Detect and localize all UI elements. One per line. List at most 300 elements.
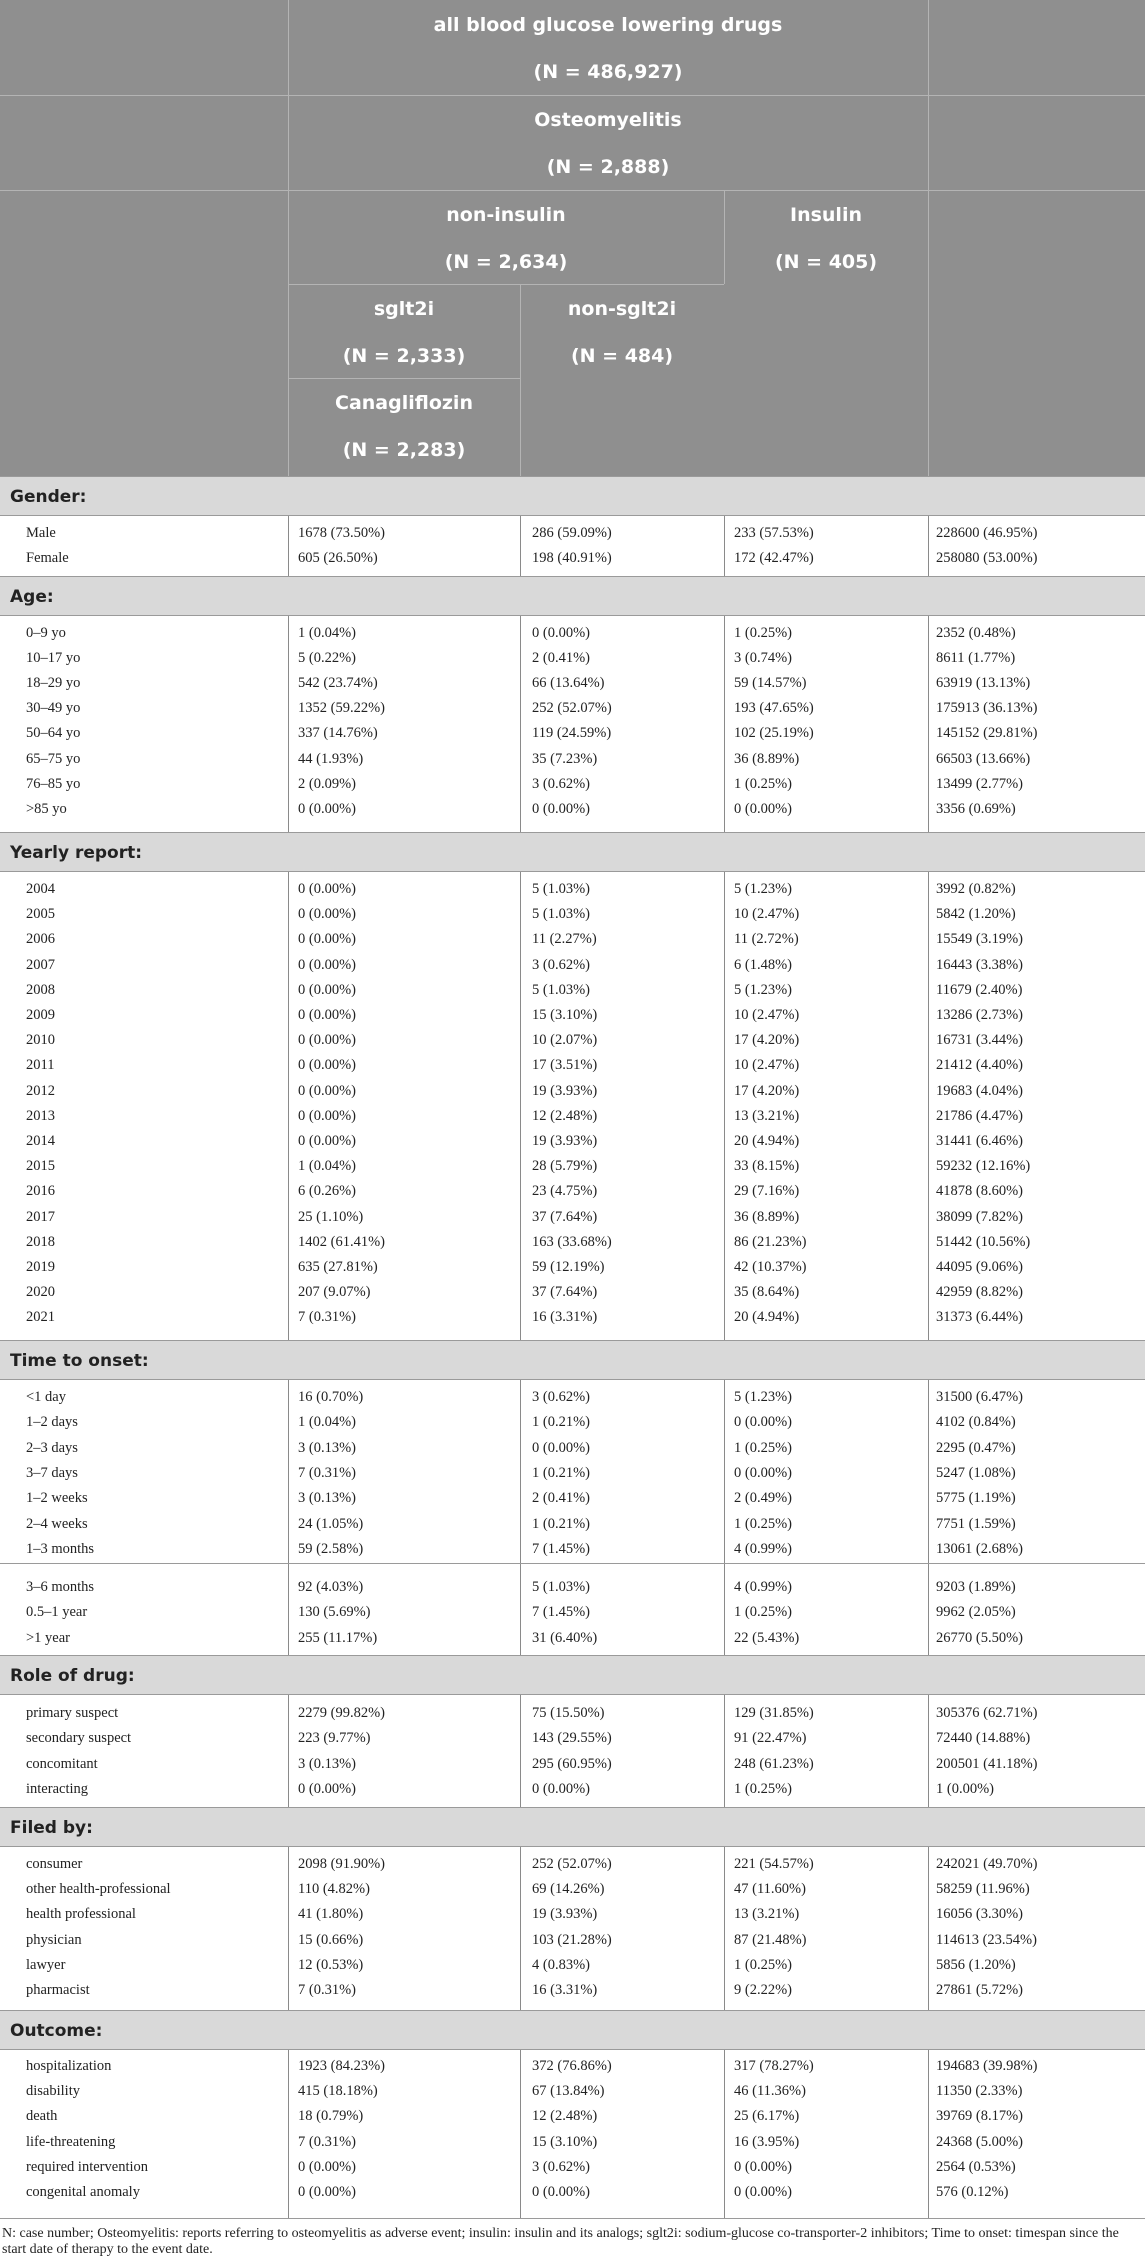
sglt2i-cell: 92 (4.03%) — [298, 1579, 364, 1595]
insulin-cell: 46 (11.36%) — [734, 2083, 806, 2099]
insulin-cell: 1 (0.25%) — [734, 1440, 792, 1456]
row-label: concomitant — [26, 1756, 98, 1772]
row-label: 2–4 weeks — [26, 1516, 88, 1532]
insulin-cell: 87 (21.48%) — [734, 1932, 807, 1948]
insulin-cell: 20 (4.94%) — [734, 1309, 800, 1325]
insulin-cell: 3 (0.74%) — [734, 650, 792, 666]
all-drugs-cell: 27861 (5.72%) — [936, 1982, 1023, 1998]
non-sglt2i-cell: 67 (13.84%) — [532, 2083, 605, 2099]
all-drugs-cell: 41878 (8.60%) — [936, 1183, 1023, 1199]
insulin-cell: 5 (1.23%) — [734, 982, 792, 998]
header-insulin-n: (N = 405) — [774, 251, 878, 273]
non-sglt2i-cell: 19 (3.93%) — [532, 1906, 598, 1922]
section-title: Yearly report: — [10, 843, 143, 863]
insulin-cell: 6 (1.48%) — [734, 957, 792, 973]
row-label: 10–17 yo — [26, 650, 81, 666]
row-label: 2–3 days — [26, 1440, 78, 1456]
insulin-cell: 35 (8.64%) — [734, 1284, 800, 1300]
row-label: 2006 — [26, 931, 55, 947]
non-sglt2i-cell: 0 (0.00%) — [532, 2184, 590, 2200]
sglt2i-cell: 0 (0.00%) — [298, 2184, 356, 2200]
sglt2i-cell: 255 (11.17%) — [298, 1630, 378, 1646]
insulin-cell: 20 (4.94%) — [734, 1133, 800, 1149]
non-sglt2i-cell: 5 (1.03%) — [532, 982, 590, 998]
sglt2i-cell: 223 (9.77%) — [298, 1730, 371, 1746]
sglt2i-cell: 337 (14.76%) — [298, 725, 378, 741]
row-label: 18–29 yo — [26, 675, 81, 691]
all-drugs-cell: 258080 (53.00%) — [936, 550, 1038, 566]
header-all-drugs-n: (N = 486,927) — [533, 61, 683, 83]
row-label: 3–7 days — [26, 1465, 78, 1481]
all-drugs-cell: 38099 (7.82%) — [936, 1209, 1023, 1225]
insulin-cell: 10 (2.47%) — [734, 906, 800, 922]
insulin-cell: 1 (0.25%) — [734, 1957, 792, 1973]
header-insulin-label: Insulin — [790, 204, 862, 226]
header-canagliflozin-label: Canagliflozin — [335, 392, 473, 414]
sglt2i-cell: 605 (26.50%) — [298, 550, 378, 566]
all-drugs-cell: 21412 (4.40%) — [936, 1057, 1023, 1073]
sglt2i-cell: 5 (0.22%) — [298, 650, 356, 666]
non-sglt2i-cell: 35 (7.23%) — [532, 751, 598, 767]
insulin-cell: 317 (78.27%) — [734, 2058, 814, 2074]
sglt2i-cell: 0 (0.00%) — [298, 982, 356, 998]
non-sglt2i-cell: 59 (12.19%) — [532, 1259, 605, 1275]
section-header — [0, 576, 1145, 616]
row-label: 2005 — [26, 906, 55, 922]
row-label: 65–75 yo — [26, 751, 81, 767]
row-label: 2011 — [26, 1057, 55, 1073]
row-label: death — [26, 2108, 58, 2124]
all-drugs-cell: 59232 (12.16%) — [936, 1158, 1031, 1174]
non-sglt2i-cell: 5 (1.03%) — [532, 881, 590, 897]
all-drugs-cell: 7751 (1.59%) — [936, 1516, 1016, 1532]
row-label: primary suspect — [26, 1705, 119, 1721]
insulin-cell: 29 (7.16%) — [734, 1183, 800, 1199]
row-label: 2019 — [26, 1259, 55, 1275]
header-non-sglt2i-n: (N = 484) — [570, 345, 674, 367]
insulin-cell: 1 (0.25%) — [734, 1781, 792, 1797]
all-drugs-cell: 2352 (0.48%) — [936, 625, 1016, 641]
insulin-cell: 17 (4.20%) — [734, 1032, 800, 1048]
column-divider — [288, 1847, 289, 2010]
column-divider — [288, 1695, 289, 1807]
row-label: >85 yo — [26, 801, 67, 817]
sglt2i-cell: 0 (0.00%) — [298, 1032, 356, 1048]
insulin-cell: 221 (54.57%) — [734, 1856, 814, 1872]
non-sglt2i-cell: 3 (0.62%) — [532, 957, 590, 973]
row-label: health professional — [26, 1906, 136, 1922]
insulin-cell: 9 (2.22%) — [734, 1982, 792, 1998]
column-divider — [928, 1695, 929, 1807]
all-drugs-cell: 1 (0.00%) — [936, 1781, 994, 1797]
insulin-cell: 91 (22.47%) — [734, 1730, 807, 1746]
sglt2i-cell: 1 (0.04%) — [298, 1158, 356, 1174]
non-sglt2i-cell: 295 (60.95%) — [532, 1756, 612, 1772]
column-divider — [928, 1847, 929, 2010]
column-divider — [724, 516, 725, 576]
table-footnote: N: case number; Osteomyelitis: reports referring to osteomyelitis as adverse event; insulin: insulin and its analogs; sglt2i: sodium-glucose co-transporter-2 inhibitors; Time to onset: timespan since the start date of therapy to the event date. — [2, 2226, 1119, 2257]
insulin-cell: 172 (42.47%) — [734, 550, 814, 566]
sglt2i-cell: 0 (0.00%) — [298, 906, 356, 922]
non-sglt2i-cell: 16 (3.31%) — [532, 1982, 598, 1998]
row-label: 3–6 months — [26, 1579, 95, 1595]
column-divider — [724, 1695, 725, 1807]
insulin-cell: 2 (0.49%) — [734, 1490, 792, 1506]
insulin-cell: 33 (8.15%) — [734, 1158, 800, 1174]
sglt2i-cell: 0 (0.00%) — [298, 2159, 356, 2175]
section-header — [0, 1807, 1145, 1847]
sglt2i-cell: 1402 (61.41%) — [298, 1234, 385, 1250]
sglt2i-cell: 7 (0.31%) — [298, 1309, 356, 1325]
column-divider — [288, 616, 289, 832]
column-divider — [724, 616, 725, 832]
column-divider — [928, 2050, 929, 2218]
section-header — [0, 1655, 1145, 1695]
column-divider — [520, 516, 521, 576]
all-drugs-cell: 39769 (8.17%) — [936, 2108, 1023, 2124]
insulin-cell: 0 (0.00%) — [734, 2184, 792, 2200]
insulin-cell: 13 (3.21%) — [734, 1108, 800, 1124]
sglt2i-cell: 3 (0.13%) — [298, 1490, 356, 1506]
all-drugs-cell: 26770 (5.50%) — [936, 1630, 1023, 1646]
row-group-separator — [0, 1563, 1145, 1564]
all-drugs-cell: 16731 (3.44%) — [936, 1032, 1023, 1048]
row-label: life-threatening — [26, 2134, 116, 2150]
non-sglt2i-cell: 1 (0.21%) — [532, 1414, 590, 1430]
header-osteomyelitis-label: Osteomyelitis — [534, 109, 682, 131]
section-header — [0, 832, 1145, 872]
sglt2i-cell: 0 (0.00%) — [298, 1781, 356, 1797]
sglt2i-cell: 1678 (73.50%) — [298, 525, 385, 541]
non-sglt2i-cell: 66 (13.64%) — [532, 675, 605, 691]
non-sglt2i-cell: 0 (0.00%) — [532, 801, 590, 817]
sglt2i-cell: 1 (0.04%) — [298, 625, 356, 641]
sglt2i-cell: 110 (4.82%) — [298, 1881, 370, 1897]
non-sglt2i-cell: 15 (3.10%) — [532, 2134, 598, 2150]
all-drugs-cell: 21786 (4.47%) — [936, 1108, 1023, 1124]
column-divider — [724, 872, 725, 1340]
row-label: 2020 — [26, 1284, 55, 1300]
non-sglt2i-cell: 3 (0.62%) — [532, 2159, 590, 2175]
row-label: 76–85 yo — [26, 776, 81, 792]
header-non-insulin-n: (N = 2,634) — [444, 251, 568, 273]
non-sglt2i-cell: 7 (1.45%) — [532, 1604, 590, 1620]
all-drugs-cell: 114613 (23.54%) — [936, 1932, 1037, 1948]
sglt2i-cell: 6 (0.26%) — [298, 1183, 356, 1199]
sglt2i-cell: 0 (0.00%) — [298, 1007, 356, 1023]
row-label: 2012 — [26, 1083, 55, 1099]
header-canagliflozin-n: (N = 2,283) — [342, 439, 466, 461]
insulin-cell: 17 (4.20%) — [734, 1083, 800, 1099]
row-label: physician — [26, 1932, 82, 1948]
insulin-cell: 42 (10.37%) — [734, 1259, 807, 1275]
all-drugs-cell: 31373 (6.44%) — [936, 1309, 1023, 1325]
sglt2i-cell: 3 (0.13%) — [298, 1440, 356, 1456]
insulin-cell: 0 (0.00%) — [734, 1465, 792, 1481]
row-label: 2014 — [26, 1133, 55, 1149]
insulin-cell: 0 (0.00%) — [734, 1414, 792, 1430]
column-divider — [288, 872, 289, 1340]
sglt2i-cell: 2279 (99.82%) — [298, 1705, 385, 1721]
non-sglt2i-cell: 0 (0.00%) — [532, 625, 590, 641]
column-divider — [520, 616, 521, 832]
row-label: 0–9 yo — [26, 625, 66, 641]
non-sglt2i-cell: 15 (3.10%) — [532, 1007, 598, 1023]
column-divider — [928, 516, 929, 576]
all-drugs-cell: 16056 (3.30%) — [936, 1906, 1023, 1922]
non-sglt2i-cell: 1 (0.21%) — [532, 1465, 590, 1481]
all-drugs-cell: 242021 (49.70%) — [936, 1856, 1038, 1872]
row-label: disability — [26, 2083, 80, 2099]
all-drugs-cell: 9203 (1.89%) — [936, 1579, 1016, 1595]
all-drugs-cell: 42959 (8.82%) — [936, 1284, 1023, 1300]
insulin-cell: 0 (0.00%) — [734, 801, 792, 817]
all-drugs-cell: 13499 (2.77%) — [936, 776, 1023, 792]
non-sglt2i-cell: 69 (14.26%) — [532, 1881, 605, 1897]
all-drugs-cell: 4102 (0.84%) — [936, 1414, 1016, 1430]
non-sglt2i-cell: 198 (40.91%) — [532, 550, 612, 566]
row-label: 0.5–1 year — [26, 1604, 88, 1620]
all-drugs-cell: 2295 (0.47%) — [936, 1440, 1016, 1456]
insulin-cell: 129 (31.85%) — [734, 1705, 814, 1721]
all-drugs-cell: 63919 (13.13%) — [936, 675, 1031, 691]
sglt2i-cell: 0 (0.00%) — [298, 1057, 356, 1073]
row-label: >1 year — [26, 1630, 71, 1646]
sglt2i-cell: 15 (0.66%) — [298, 1932, 364, 1948]
sglt2i-cell: 2098 (91.90%) — [298, 1856, 385, 1872]
row-label: 50–64 yo — [26, 725, 81, 741]
insulin-cell: 47 (11.60%) — [734, 1881, 806, 1897]
header-sglt2i-label: sglt2i — [373, 298, 435, 320]
all-drugs-cell: 228600 (46.95%) — [936, 525, 1038, 541]
row-label: 30–49 yo — [26, 700, 81, 716]
row-label: 2016 — [26, 1183, 55, 1199]
header-osteomyelitis-n: (N = 2,888) — [546, 156, 670, 178]
all-drugs-cell: 2564 (0.53%) — [936, 2159, 1016, 2175]
insulin-cell: 86 (21.23%) — [734, 1234, 807, 1250]
column-divider — [520, 2050, 521, 2218]
column-divider — [520, 1380, 521, 1655]
sglt2i-cell: 2 (0.09%) — [298, 776, 356, 792]
insulin-cell: 11 (2.72%) — [734, 931, 799, 947]
sglt2i-cell: 0 (0.00%) — [298, 1083, 356, 1099]
sglt2i-cell: 0 (0.00%) — [298, 931, 356, 947]
non-sglt2i-cell: 28 (5.79%) — [532, 1158, 598, 1174]
column-divider — [928, 616, 929, 832]
non-sglt2i-cell: 11 (2.27%) — [532, 931, 597, 947]
sglt2i-cell: 7 (0.31%) — [298, 1465, 356, 1481]
column-divider — [724, 1380, 725, 1655]
non-sglt2i-cell: 19 (3.93%) — [532, 1133, 598, 1149]
sglt2i-cell: 130 (5.69%) — [298, 1604, 371, 1620]
row-label: 2004 — [26, 881, 55, 897]
column-divider — [520, 1695, 521, 1807]
non-sglt2i-cell: 0 (0.00%) — [532, 1440, 590, 1456]
non-sglt2i-cell: 252 (52.07%) — [532, 700, 612, 716]
section-title: Time to onset: — [10, 1351, 149, 1371]
non-sglt2i-cell: 2 (0.41%) — [532, 650, 590, 666]
row-label: hospitalization — [26, 2058, 112, 2074]
row-label: required intervention — [26, 2159, 148, 2175]
sglt2i-cell: 16 (0.70%) — [298, 1389, 364, 1405]
non-sglt2i-cell: 4 (0.83%) — [532, 1957, 590, 1973]
sglt2i-cell: 0 (0.00%) — [298, 1108, 356, 1124]
row-label: 1–3 months — [26, 1541, 95, 1557]
sglt2i-cell: 1352 (59.22%) — [298, 700, 385, 716]
non-sglt2i-cell: 103 (21.28%) — [532, 1932, 612, 1948]
non-sglt2i-cell: 3 (0.62%) — [532, 1389, 590, 1405]
insulin-cell: 22 (5.43%) — [734, 1630, 800, 1646]
sglt2i-cell: 41 (1.80%) — [298, 1906, 364, 1922]
row-label: lawyer — [26, 1957, 66, 1973]
insulin-cell: 233 (57.53%) — [734, 525, 814, 541]
column-divider — [520, 872, 521, 1340]
non-sglt2i-cell: 37 (7.64%) — [532, 1209, 598, 1225]
sglt2i-cell: 59 (2.58%) — [298, 1541, 364, 1557]
row-label: congenital anomaly — [26, 2184, 140, 2200]
sglt2i-cell: 25 (1.10%) — [298, 1209, 364, 1225]
section-title: Gender: — [10, 487, 87, 507]
sglt2i-cell: 415 (18.18%) — [298, 2083, 378, 2099]
non-sglt2i-cell: 16 (3.31%) — [532, 1309, 598, 1325]
sglt2i-cell: 0 (0.00%) — [298, 801, 356, 817]
all-drugs-cell: 24368 (5.00%) — [936, 2134, 1023, 2150]
insulin-cell: 1 (0.25%) — [734, 625, 792, 641]
non-sglt2i-cell: 0 (0.00%) — [532, 1781, 590, 1797]
insulin-cell: 248 (61.23%) — [734, 1756, 814, 1772]
insulin-cell: 25 (6.17%) — [734, 2108, 800, 2124]
row-label: 2007 — [26, 957, 55, 973]
insulin-cell: 1 (0.25%) — [734, 1604, 792, 1620]
non-sglt2i-cell: 163 (33.68%) — [532, 1234, 612, 1250]
insulin-cell: 10 (2.47%) — [734, 1007, 800, 1023]
insulin-cell: 0 (0.00%) — [734, 2159, 792, 2175]
row-label: 2021 — [26, 1309, 55, 1325]
column-divider — [520, 1847, 521, 2010]
sglt2i-cell: 0 (0.00%) — [298, 1133, 356, 1149]
insulin-cell: 4 (0.99%) — [734, 1579, 792, 1595]
table-header — [0, 0, 1145, 476]
insulin-cell: 16 (3.95%) — [734, 2134, 800, 2150]
all-drugs-cell: 31441 (6.46%) — [936, 1133, 1023, 1149]
row-label: other health-professional — [26, 1881, 171, 1897]
insulin-cell: 10 (2.47%) — [734, 1057, 800, 1073]
insulin-cell: 1 (0.25%) — [734, 776, 792, 792]
sglt2i-cell: 207 (9.07%) — [298, 1284, 371, 1300]
sglt2i-cell: 0 (0.00%) — [298, 957, 356, 973]
header-non-insulin-label: non-insulin — [446, 204, 566, 226]
row-label: 1–2 days — [26, 1414, 78, 1430]
all-drugs-cell: 58259 (11.96%) — [936, 1881, 1030, 1897]
column-divider — [288, 1380, 289, 1655]
non-sglt2i-cell: 23 (4.75%) — [532, 1183, 598, 1199]
row-label: 1–2 weeks — [26, 1490, 88, 1506]
insulin-cell: 36 (8.89%) — [734, 1209, 800, 1225]
row-label: 2009 — [26, 1007, 55, 1023]
sglt2i-cell: 7 (0.31%) — [298, 2134, 356, 2150]
all-drugs-cell: 15549 (3.19%) — [936, 931, 1023, 947]
column-divider — [724, 1847, 725, 2010]
non-sglt2i-cell: 3 (0.62%) — [532, 776, 590, 792]
sglt2i-cell: 18 (0.79%) — [298, 2108, 364, 2124]
non-sglt2i-cell: 17 (3.51%) — [532, 1057, 598, 1073]
all-drugs-cell: 16443 (3.38%) — [936, 957, 1023, 973]
sglt2i-cell: 3 (0.13%) — [298, 1756, 356, 1772]
insulin-cell: 36 (8.89%) — [734, 751, 800, 767]
section-title: Age: — [10, 587, 54, 607]
sglt2i-cell: 1923 (84.23%) — [298, 2058, 385, 2074]
all-drugs-cell: 9962 (2.05%) — [936, 1604, 1016, 1620]
row-label: 2018 — [26, 1234, 55, 1250]
insulin-cell: 5 (1.23%) — [734, 881, 792, 897]
all-drugs-cell: 11679 (2.40%) — [936, 982, 1023, 998]
column-divider — [928, 872, 929, 1340]
insulin-cell: 1 (0.25%) — [734, 1516, 792, 1532]
row-label: consumer — [26, 1856, 83, 1872]
insulin-cell: 5 (1.23%) — [734, 1389, 792, 1405]
all-drugs-cell: 3356 (0.69%) — [936, 801, 1016, 817]
all-drugs-cell: 200501 (41.18%) — [936, 1756, 1038, 1772]
non-sglt2i-cell: 143 (29.55%) — [532, 1730, 612, 1746]
section-header — [0, 1340, 1145, 1380]
non-sglt2i-cell: 5 (1.03%) — [532, 1579, 590, 1595]
sglt2i-cell: 44 (1.93%) — [298, 751, 364, 767]
row-label: 2015 — [26, 1158, 55, 1174]
all-drugs-cell: 31500 (6.47%) — [936, 1389, 1023, 1405]
section-title: Filed by: — [10, 1818, 93, 1838]
header-divider — [928, 0, 929, 476]
non-sglt2i-cell: 2 (0.41%) — [532, 1490, 590, 1506]
non-sglt2i-cell: 12 (2.48%) — [532, 1108, 598, 1124]
header-sglt2i-n: (N = 2,333) — [342, 345, 466, 367]
all-drugs-cell: 5842 (1.20%) — [936, 906, 1016, 922]
insulin-cell: 13 (3.21%) — [734, 1906, 800, 1922]
all-drugs-cell: 576 (0.12%) — [936, 2184, 1009, 2200]
sglt2i-cell: 24 (1.05%) — [298, 1516, 364, 1532]
all-drugs-cell: 44095 (9.06%) — [936, 1259, 1023, 1275]
row-label: 2008 — [26, 982, 55, 998]
row-label: Female — [26, 550, 69, 566]
non-sglt2i-cell: 372 (76.86%) — [532, 2058, 612, 2074]
all-drugs-cell: 51442 (10.56%) — [936, 1234, 1031, 1250]
all-drugs-cell: 19683 (4.04%) — [936, 1083, 1023, 1099]
non-sglt2i-cell: 119 (24.59%) — [532, 725, 612, 741]
non-sglt2i-cell: 75 (15.50%) — [532, 1705, 605, 1721]
all-drugs-cell: 194683 (39.98%) — [936, 2058, 1038, 2074]
sglt2i-cell: 1 (0.04%) — [298, 1414, 356, 1430]
sglt2i-cell: 542 (23.74%) — [298, 675, 378, 691]
non-sglt2i-cell: 5 (1.03%) — [532, 906, 590, 922]
row-label: interacting — [26, 1781, 89, 1797]
insulin-cell: 193 (47.65%) — [734, 700, 814, 716]
all-drugs-cell: 305376 (62.71%) — [936, 1705, 1038, 1721]
non-sglt2i-cell: 12 (2.48%) — [532, 2108, 598, 2124]
row-label: Male — [26, 525, 56, 541]
row-label: <1 day — [26, 1389, 66, 1405]
column-divider — [724, 2050, 725, 2218]
section-title: Role of drug: — [10, 1666, 135, 1686]
row-label: 2013 — [26, 1108, 55, 1124]
all-drugs-cell: 8611 (1.77%) — [936, 650, 1016, 666]
all-drugs-cell: 5856 (1.20%) — [936, 1957, 1016, 1973]
all-drugs-cell: 5247 (1.08%) — [936, 1465, 1016, 1481]
section-title: Outcome: — [10, 2021, 103, 2041]
column-divider — [288, 2050, 289, 2218]
section-header — [0, 2010, 1145, 2050]
non-sglt2i-cell: 31 (6.40%) — [532, 1630, 598, 1646]
all-drugs-cell: 11350 (2.33%) — [936, 2083, 1023, 2099]
all-drugs-cell: 145152 (29.81%) — [936, 725, 1038, 741]
